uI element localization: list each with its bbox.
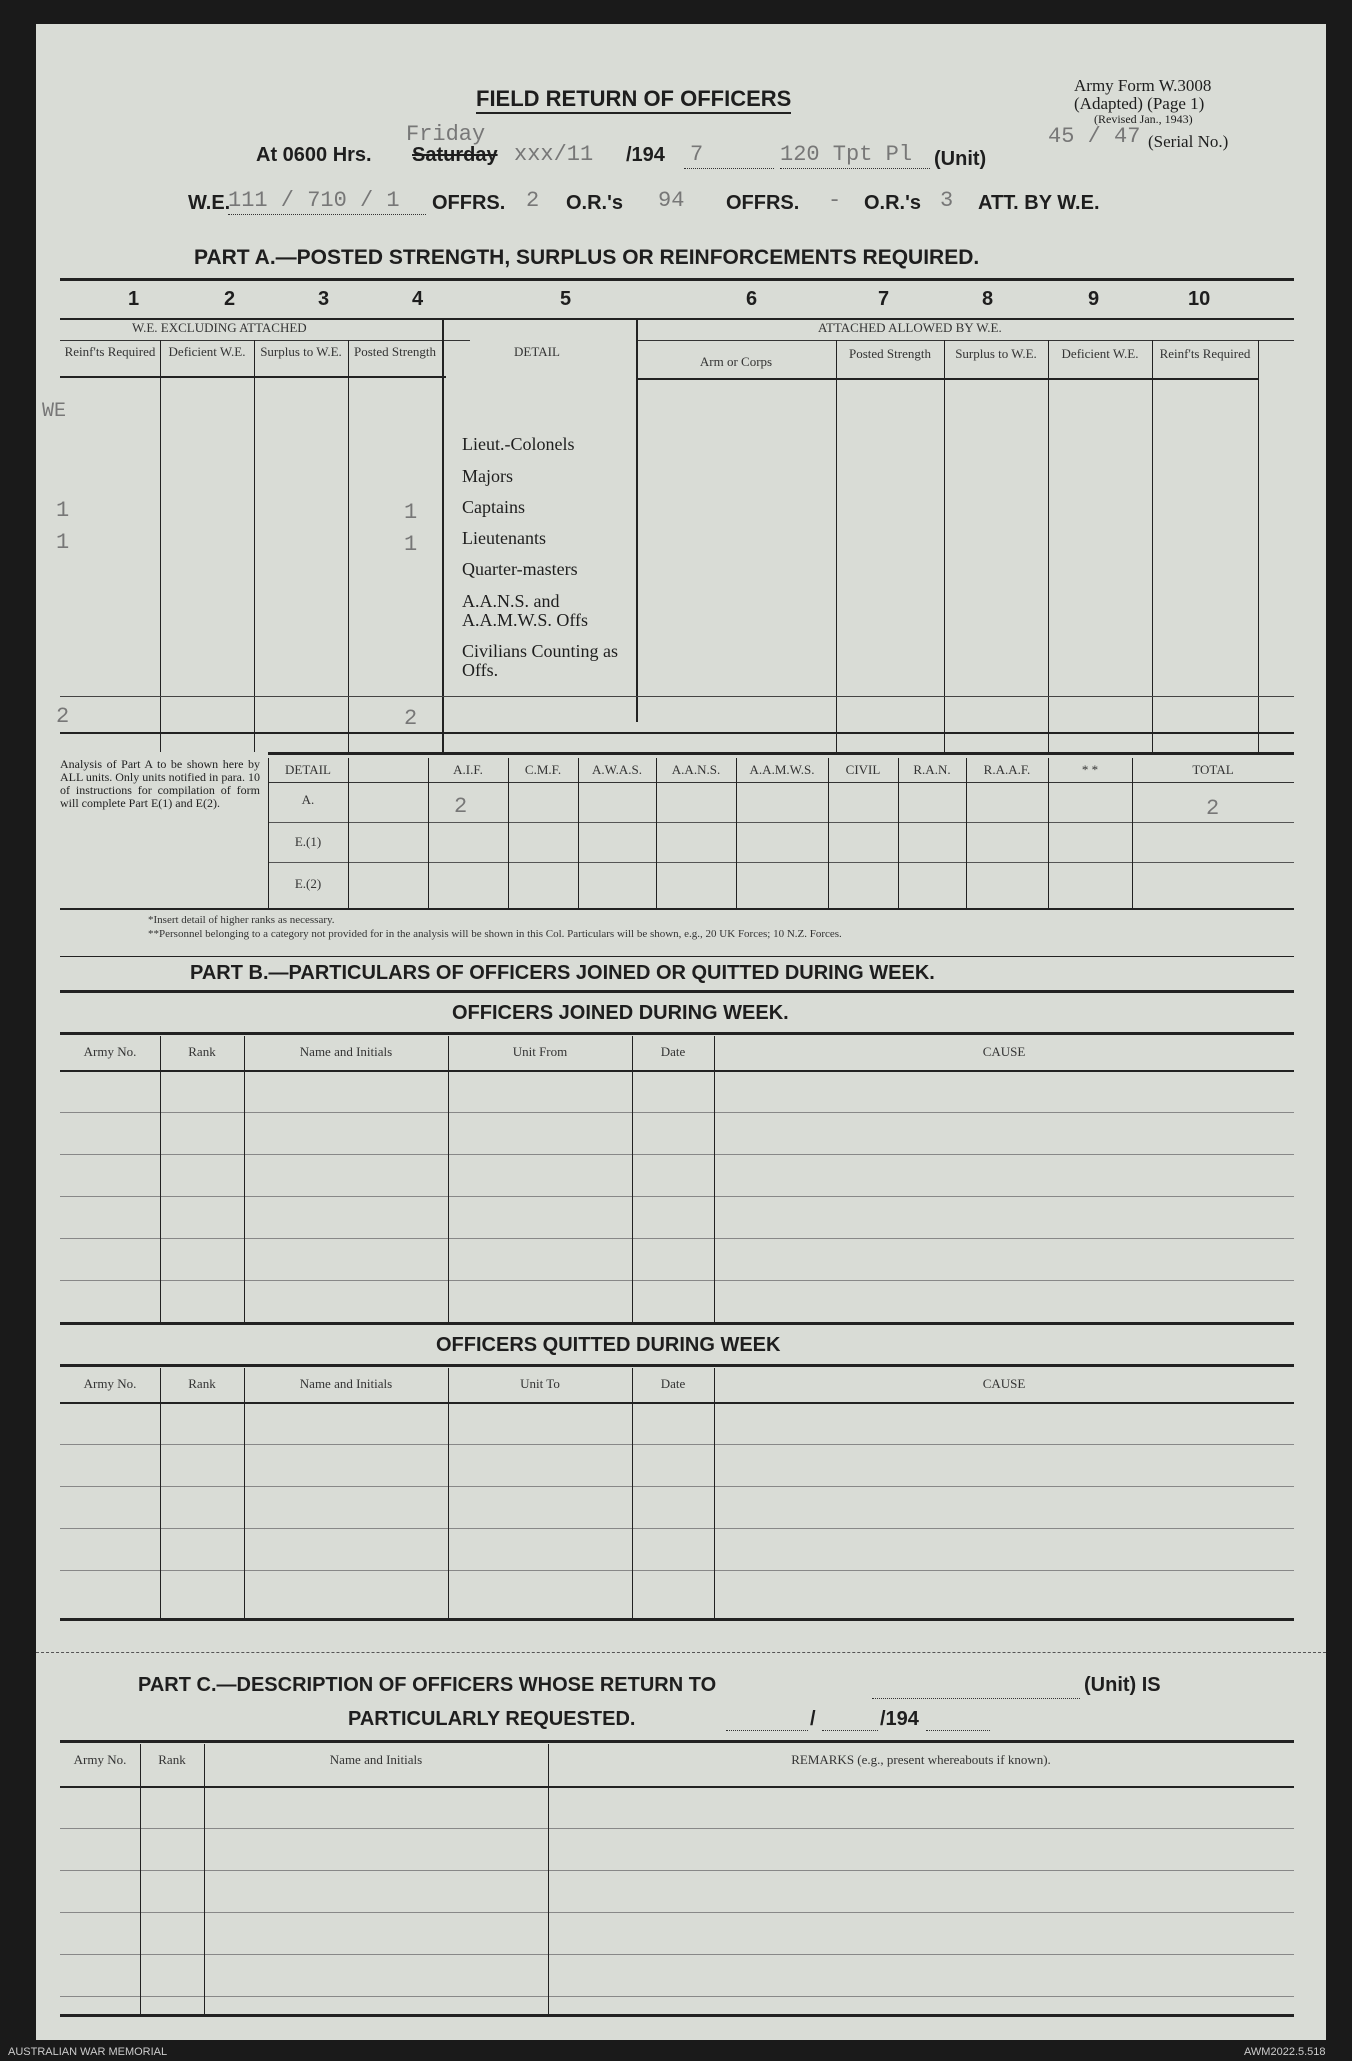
head-deficient-we: Deficient W.E. [168, 344, 246, 359]
quitted-head-5: CAUSE [982, 1376, 1026, 1391]
ors-att-value: 3 [940, 188, 954, 213]
partc-head-0: Army No. [73, 1752, 127, 1767]
joined-head-3: Unit From [512, 1044, 568, 1059]
partc-head-2: Name and Initials [329, 1752, 423, 1767]
rank-civilians: Civilians Counting as Offs. [462, 641, 619, 680]
head-surplus-we: Surplus to W.E. [260, 344, 342, 359]
part-c-table [60, 1744, 1294, 2014]
quitted-row-line [60, 1570, 1294, 1571]
quitted-head-4: Date [660, 1376, 686, 1391]
part-c-unit-is: (Unit) IS [1084, 1674, 1161, 1696]
joined-head-1: Rank [188, 1044, 216, 1059]
captains-posted: 1 [404, 500, 418, 525]
ors-label: O.R.'s [566, 192, 623, 214]
head-posted-strength: Posted Strength [354, 344, 436, 359]
form-sheet [36, 24, 1326, 2040]
partc-row-line [60, 1954, 1294, 1955]
part-c-title-2: PARTICULARLY REQUESTED. [348, 1708, 636, 1730]
part-c-date-tail: /194 [880, 1708, 919, 1730]
part-c-title-1: PART C.—DESCRIPTION OF OFFICERS WHOSE RETURN TO [138, 1674, 717, 1696]
form-title: FIELD RETURN OF OFFICERS [476, 86, 791, 114]
head-arm-or-corps: Arm or Corps [699, 354, 773, 369]
ors-att-label: O.R.'s [864, 192, 921, 214]
head-posted-strength-att: Posted Strength [849, 346, 931, 361]
lieutenants-reinfts: 1 [56, 530, 70, 555]
total-reinfts: 2 [56, 704, 70, 729]
joined-head-2: Name and Initials [299, 1044, 393, 1059]
joined-row-line [60, 1196, 1294, 1197]
joined-title: OFFICERS JOINED DURING WEEK. [452, 1002, 789, 1024]
joined-head-5: CAUSE [982, 1044, 1026, 1059]
joined-table [60, 1036, 1294, 1322]
head-surplus-we-att: Surplus to W.E. [955, 346, 1037, 361]
quitted-title: OFFICERS QUITTED DURING WEEK [436, 1334, 781, 1356]
analysis-row-a: A. [301, 792, 315, 807]
at-time-label: At 0600 Hrs. [256, 144, 372, 166]
head-reinfts-required: Reinf'ts Required [64, 344, 156, 359]
year-dots [684, 168, 774, 169]
att-by-we-label: ATT. BY W.E. [978, 192, 1100, 214]
joined-row-line [60, 1154, 1294, 1155]
serial-number: 45 / 47 [1048, 124, 1141, 149]
partc-row-line [60, 1870, 1294, 1871]
partc-head-1: Rank [158, 1752, 186, 1767]
footer-left: AUSTRALIAN WAR MEMORIAL [8, 2046, 168, 2058]
part-a-col-numbers: 1 2 3 4 5 6 7 8 9 10 [128, 288, 1211, 310]
day-struck: Saturday [412, 144, 498, 166]
analysis-aif-a: 2 [454, 794, 468, 819]
part-c-date-dots-3 [926, 1730, 990, 1731]
rank-quarter-masters: Quarter-masters [462, 559, 578, 579]
year-prefix: /194 [626, 144, 665, 166]
rank-aans-aamws: A.A.N.S. and A.A.M.W.S. Offs [462, 591, 589, 630]
offrs-label: OFFRS. [432, 192, 506, 214]
offrs-att-value: - [828, 188, 842, 213]
joined-row-line [60, 1280, 1294, 1281]
joined-row-line [60, 1238, 1294, 1239]
captains-reinfts: 1 [56, 498, 70, 523]
joined-head-4: Date [660, 1044, 686, 1059]
footer-right: AWM2022.5.518 [1244, 2046, 1326, 2058]
analysis-table: DETAIL A.I.F. C.M.F. A.W.A.S. A.A.N.S. A.A.M.W.S. CIVIL R.A.N. R.A.A.F. * * TOTAL A. E.(1) E.(2) 2 2 [268, 758, 1294, 878]
we-mark: WE [42, 400, 67, 423]
we-label: W.E. [188, 192, 231, 214]
part-c-date-slash: / [810, 1708, 816, 1730]
date-typed: xxx/11 [514, 142, 594, 167]
rank-lieutenants: Lieutenants [462, 528, 546, 548]
total-posted: 2 [404, 706, 418, 731]
perforation-line [36, 1652, 1326, 1653]
quitted-row-line [60, 1486, 1294, 1487]
offrs-att-label: OFFRS. [726, 192, 800, 214]
joined-row-line [60, 1112, 1294, 1113]
part-b-title: PART B.—PARTICULARS OF OFFICERS JOINED OR QUITTED DURING WEEK. [190, 962, 935, 984]
partc-head-3: REMARKS (e.g., present whereabouts if known). [791, 1752, 1051, 1767]
rank-majors: Majors [462, 466, 513, 486]
rank-captains: Captains [462, 497, 525, 517]
quitted-head-2: Name and Initials [299, 1376, 393, 1391]
analysis-row-e2: E.(2) [294, 876, 322, 891]
head-deficient-we-att: Deficient W.E. [1061, 346, 1139, 361]
analysis-row-e1: E.(1) [294, 834, 322, 849]
unit-label: (Unit) [934, 148, 987, 170]
partc-row-line [60, 1912, 1294, 1913]
day-typed: Friday [406, 122, 486, 147]
revised-note: (Revised Jan., 1943) [1094, 112, 1193, 126]
footnote-1: *Insert detail of higher ranks as necessary. [148, 914, 335, 926]
part-c-unit-dots [872, 1698, 1080, 1699]
analysis-total-a: 2 [1206, 796, 1220, 821]
head-detail: DETAIL [514, 344, 560, 359]
adapted-note: (Adapted) (Page 1) [1074, 94, 1205, 113]
quitted-row-line [60, 1444, 1294, 1445]
serial-label: (Serial No.) [1148, 132, 1229, 151]
part-c-date-dots-1 [726, 1730, 808, 1731]
unit-dots [780, 168, 930, 169]
part-c-date-dots-2 [822, 1730, 878, 1731]
head-reinfts-required-att: Reinf'ts Required [1159, 346, 1251, 361]
quitted-table [60, 1368, 1294, 1618]
army-form-number: Army Form W.3008 [1074, 76, 1212, 95]
joined-head-0: Army No. [83, 1044, 137, 1059]
quitted-head-3: Unit To [520, 1376, 560, 1391]
lieutenants-posted: 1 [404, 532, 418, 557]
group-attached-allowed: ATTACHED ALLOWED BY W.E. [818, 320, 1002, 335]
unit-typed: 120 Tpt Pl [780, 142, 913, 167]
analysis-note: Analysis of Part A to be shown here by ALL units. Only units notified in para. 10 of instructions for compilation of form will complete Part E(1) and E(2). [60, 757, 260, 810]
partc-row-line [60, 1828, 1294, 1829]
group-we-excluding: W.E. EXCLUDING ATTACHED [132, 320, 307, 335]
quitted-head-0: Army No. [83, 1376, 137, 1391]
part-a-title: PART A.—POSTED STRENGTH, SURPLUS OR REINFORCEMENTS REQUIRED. [194, 246, 980, 269]
year-typed: 7 [690, 142, 704, 167]
ors-value: 94 [658, 188, 685, 213]
we-value: 111 / 710 / 1 [228, 188, 400, 213]
quitted-head-1: Rank [188, 1376, 216, 1391]
partc-row-line [60, 1996, 1294, 1997]
rank-lieut-colonels: Lieut.-Colonels [462, 434, 575, 454]
footnote-2: **Personnel belonging to a category not provided for in the analysis will be shown in this Col. Particulars will be shown, e.g., 20 UK Forces; 10 N.Z. Forces. [148, 928, 842, 940]
quitted-row-line [60, 1528, 1294, 1529]
we-dots [228, 214, 426, 215]
offrs-value: 2 [526, 188, 540, 213]
